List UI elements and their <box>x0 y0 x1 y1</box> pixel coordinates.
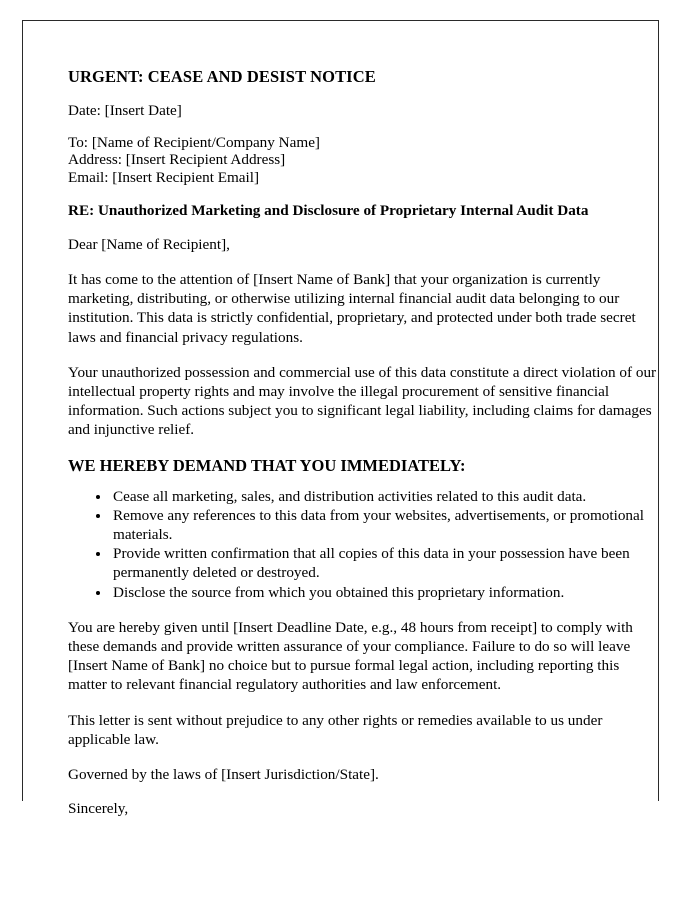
page-title: URGENT: CEASE AND DESIST NOTICE <box>68 67 376 86</box>
letter-body <box>68 67 658 818</box>
list-item: • Disclose the source from which you obtained this proprietary information. <box>111 583 658 602</box>
recipient-to-line: To: [Name of Recipient/Company Name] <box>68 133 320 151</box>
date-line: Date: [Insert Date] <box>68 102 182 119</box>
recipient-address-line: Address: [Insert Recipient Address] <box>68 151 286 169</box>
demands-list <box>68 487 658 602</box>
recipient-email-line: Email: [Insert Recipient Email] <box>68 168 260 186</box>
list-item: • Provide written confirmation that all copies of this data in your possession have been permanently deleted or destroyed. <box>111 544 658 582</box>
governing-law-line: Governed by the laws of [Insert Jurisdiction/State]. <box>68 766 379 784</box>
deadline-paragraph: You are hereby given until [Insert Deadline Date, e.g., 48 hours from receipt] to comply with these demands and provide written assurance of your compliance. Failure to do so will leave [Insert Name of Bank] no choice but to pursue formal legal action, including reporting this matter to relevant financial regulatory authorities and law enforcement. <box>68 618 633 694</box>
document-page-frame <box>22 20 659 818</box>
subject-line: RE: Unauthorized Marketing and Disclosure of Proprietary Internal Audit Data <box>68 202 589 220</box>
sign-off: Sincerely, <box>68 800 129 818</box>
body-paragraph-2: Your unauthorized possession and commercial use of this data constitute a direct violation of our intellectual property rights and may involve the illegal procurement of sensitive financial information. Such actions subject you to significant legal liability, including claims for damages and injunctive relief. <box>68 363 657 439</box>
list-item: • Remove any references to this data from your websites, advertisements, or promotional materials. <box>111 506 658 544</box>
without-prejudice-paragraph: This letter is sent without prejudice to any other rights or remedies available to us under applicable law. <box>68 711 603 748</box>
recipient-block <box>68 134 658 187</box>
salutation: Dear [Name of Recipient], <box>68 236 230 254</box>
body-paragraph-1: It has come to the attention of [Insert Name of Bank] that your organization is currently marketing, distributing, or otherwise utilizing internal financial audit data belonging to our institution. This data is strictly confidential, proprietary, and protected under both trade secret laws and financial privacy regulations. <box>68 270 636 346</box>
list-item: • Cease all marketing, sales, and distribution activities related to this audit data. <box>111 487 658 506</box>
demand-heading: WE HEREBY DEMAND THAT YOU IMMEDIATELY: <box>68 455 466 475</box>
